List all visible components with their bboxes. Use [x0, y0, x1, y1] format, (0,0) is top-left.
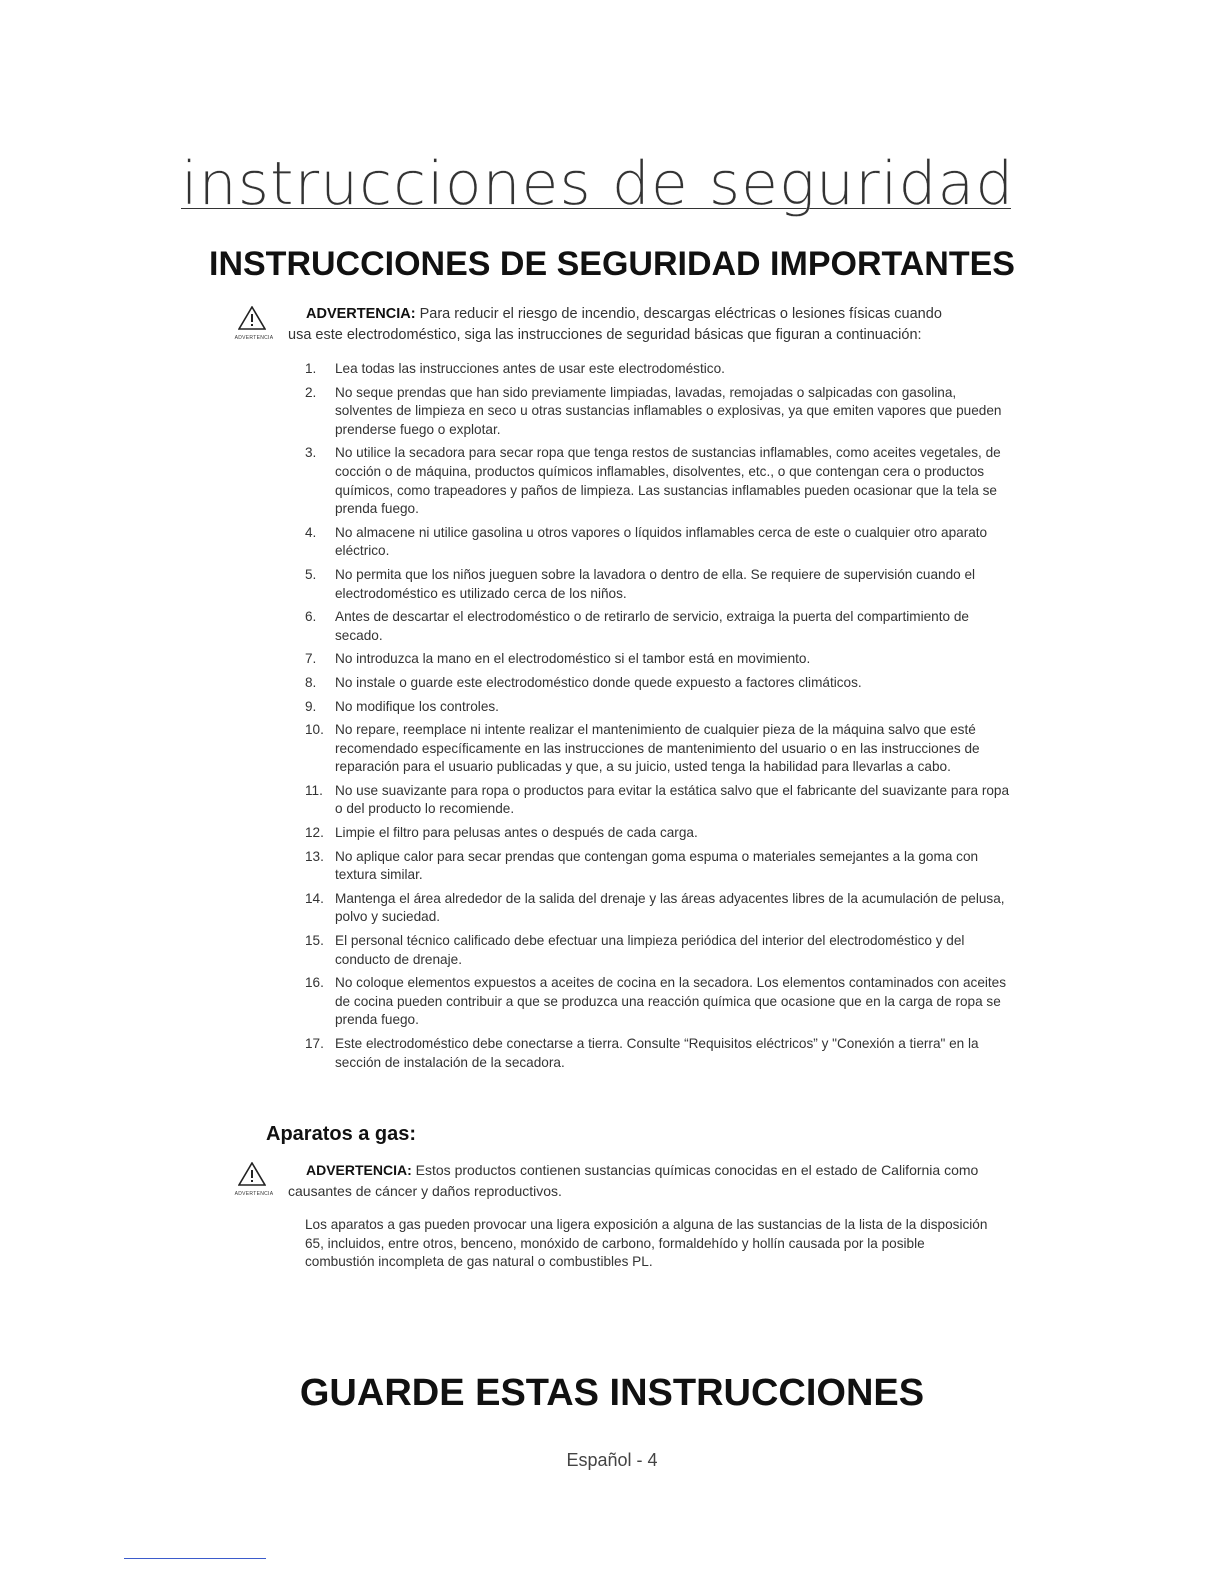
gas-appliances-heading: Aparatos a gas:	[266, 1123, 417, 1145]
item-text: No introduzca la mano en el electrodoméstico si el tambor está en movimiento.	[335, 651, 811, 667]
item-text: El personal técnico calificado debe efectuar una limpieza periódica del interior del electrodoméstico y del conducto de drenaje.	[335, 933, 965, 967]
warning-block	[224, 304, 1024, 350]
list-item	[305, 890, 1010, 927]
page-number: Español - 4	[566, 1450, 658, 1470]
warning-line-1	[306, 1160, 1026, 1181]
item-number: 8.	[305, 674, 317, 690]
warning-text	[288, 1160, 1026, 1202]
warning-line-2: usa este electrodoméstico, siga las instrucciones de seguridad básicas que figuran a continuación:	[288, 327, 922, 343]
item-text: No aplique calor para secar prendas que contengan goma espuma o materiales semejantes a la goma con textura similar.	[335, 848, 979, 883]
item-text: No seque prendas que han sido previamente limpiadas, lavadas, remojadas o salpicadas con gasolina, solventes de limpieza en seco u otras sustancias inflamables o explosivas, ya que emiten vapores que pueden prenderse fuego o explotar.	[335, 384, 1002, 437]
item-text: Antes de descartar el electrodoméstico o de retirarlo de servicio, extraiga la puerta del compartimiento de secado.	[335, 609, 969, 643]
list-item	[305, 848, 1010, 885]
list-item	[305, 698, 1010, 717]
safety-instruction-list	[305, 360, 1010, 1072]
gas-exposure-paragraph: Los aparatos a gas pueden provocar una ligera exposición a alguna de las sustancias de la lista de la disposición 65, incluidos, entre otros, benceno, monóxido de carbono, formaldehído y hollín causada por la posible combustión incompleta de gas natural o combustibles PL.	[305, 1217, 988, 1270]
item-text: No modifique los controles.	[335, 698, 499, 714]
warning-label: ADVERTENCIA:	[306, 306, 416, 322]
item-number: 1.	[305, 361, 317, 376]
item-text: No almacene ni utilice gasolina u otros vapores o líquidos inflamables cerca de este o cualquier otro aparato eléctrico.	[335, 524, 988, 559]
warning-line-1-text: Para reducir el riesgo de incendio, descargas eléctricas o lesiones físicas cuando	[419, 306, 942, 322]
list-item	[305, 674, 1010, 693]
warning-triangle-icon	[238, 306, 266, 330]
list-item	[305, 524, 1010, 561]
item-text: Mantenga el área alrededor de la salida del drenaje y las áreas adyacentes libres de la acumulación de pelusa, polvo y suciedad.	[335, 890, 1005, 925]
item-number: 17.	[305, 1036, 324, 1051]
item-text: No use suavizante para ropa o productos para evitar la estática salvo que el fabricante del suavizante para ropa o del producto lo recomiende.	[335, 782, 1010, 817]
item-text: No instale o guarde este electrodoméstico donde quede expuesto a factores climáticos.	[335, 674, 862, 690]
item-text: No utilice la secadora para secar ropa que tenga restos de sustancias inflamables, como aceites vegetales, de cocción o de máquina, productos químicos inflamables, disolventes, etc., o que contengan cera o productos químicos, como trapeadores y paños de limpieza. Las sustancias inflamables pueden ocasionar que la tela se prenda fuego.	[335, 445, 1001, 517]
main-heading: INSTRUCCIONES DE SEGURIDAD IMPORTANTES	[209, 245, 1015, 283]
warning-caption: ADVERTENCIA	[234, 1191, 274, 1197]
item-number: 6.	[305, 609, 317, 625]
item-text: Lea todas las instrucciones antes de usar este electrodoméstico.	[335, 361, 725, 376]
warning-line-1-text: Estos productos contienen sustancias químicas conocidas en el estado de California como	[415, 1162, 979, 1178]
item-text: No coloque elementos expuestos a aceites de cocina en la secadora. Los elementos contaminados con aceites de cocina pueden contribuir a que se produzca una reacción química que ocasione que en la carga de ropa se prenda fuego.	[335, 975, 1007, 1028]
section-header	[181, 149, 1015, 219]
item-number: 10.	[305, 722, 324, 738]
warning-label: ADVERTENCIA:	[306, 1162, 412, 1178]
item-number: 15.	[305, 933, 324, 949]
section-title: instrucciones de seguridad	[181, 149, 1015, 219]
item-number: 16.	[305, 975, 324, 991]
item-number: 7.	[305, 651, 317, 667]
warning-triangle-icon	[238, 1162, 266, 1186]
warning-line-2: causantes de cáncer y daños reproductivos.	[288, 1183, 562, 1199]
list-item	[305, 566, 1010, 603]
list-item	[305, 721, 1010, 777]
item-number: 5.	[305, 566, 317, 582]
warning-caption: ADVERTENCIA	[234, 335, 274, 341]
footer-heading: GUARDE ESTAS INSTRUCCIONES	[299, 1372, 925, 1414]
list-item	[305, 360, 1010, 379]
warning-text	[288, 304, 1026, 346]
item-number: 12.	[305, 825, 324, 841]
item-number: 3.	[305, 445, 317, 461]
warning-block	[224, 1160, 1024, 1206]
item-text: No repare, reemplace ni intente realizar el mantenimiento de cualquier pieza de la máquina salvo que esté recomendado específicamente en las instrucciones de mantenimiento del usuario o en las instrucciones de reparación para el usuario publicadas y que, a su juicio, usted tenga la habilidad para llevarlas a cabo.	[335, 722, 980, 775]
list-item	[305, 974, 1010, 1030]
warning-icon-wrap	[224, 1162, 284, 1202]
list-item	[305, 1035, 1010, 1072]
list-item	[305, 384, 1010, 440]
list-item	[305, 650, 1010, 669]
warning-icon-wrap	[224, 306, 284, 346]
list-item	[305, 782, 1010, 819]
item-text: Limpie el filtro para pelusas antes o después de cada carga.	[335, 825, 698, 841]
item-text: Este electrodoméstico debe conectarse a tierra. Consulte “Requisitos eléctricos” y "Conexión a tierra" en la sección de instalación de la secadora.	[335, 1036, 979, 1070]
list-item	[305, 824, 1010, 843]
item-number: 9.	[305, 698, 317, 714]
item-number: 13.	[305, 848, 324, 864]
warning-line-1	[306, 304, 1026, 325]
bottom-rule	[124, 1558, 266, 1559]
list-item	[305, 932, 1010, 969]
item-number: 4.	[305, 524, 317, 540]
item-number: 2.	[305, 384, 317, 400]
item-number: 14.	[305, 890, 324, 906]
item-number: 11.	[305, 782, 323, 798]
list-item	[305, 444, 1010, 518]
item-text: No permita que los niños jueguen sobre la lavadora o dentro de ella. Se requiere de supervisión cuando el electrodoméstico es utilizado cerca de los niños.	[335, 566, 976, 601]
list-item	[305, 608, 1010, 645]
